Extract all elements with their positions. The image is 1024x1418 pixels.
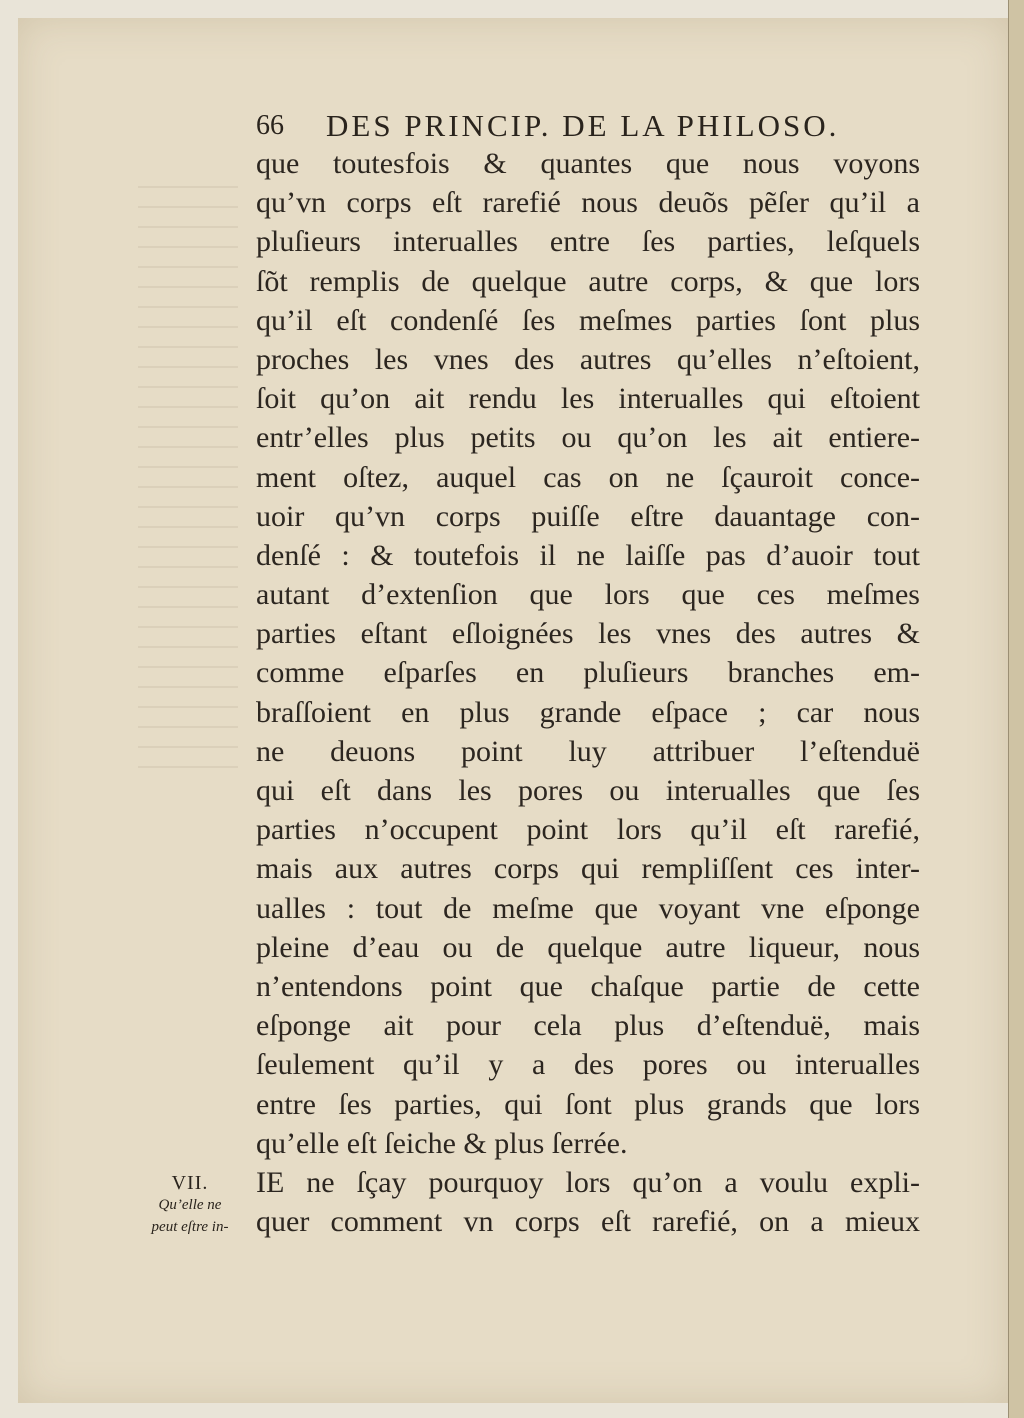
text-line: ſeulement qu’il y a des pores ou interualles bbox=[256, 1048, 920, 1082]
text-line: quer comment vn corps eſt rarefié, on a mieux bbox=[256, 1205, 920, 1239]
text-line: ſoit qu’on ait rendu les interualles qui eſtoient bbox=[256, 382, 920, 416]
text-line: entr’elles plus petits ou qu’on les ait entiere- bbox=[256, 421, 920, 455]
text-line: entre ſes parties, qui ſont plus grands que lors bbox=[256, 1087, 920, 1121]
text-line: braſſoient en plus grande eſpace ; car nous bbox=[256, 695, 920, 729]
text-line: parties n’occupent point lors qu’il eſt rarefié, bbox=[256, 813, 920, 847]
text-line: n’entendons point que chaſque partie de cette bbox=[256, 969, 920, 1003]
text-line: pluſieurs interualles entre ſes parties, leſquels bbox=[256, 225, 920, 259]
body-text bbox=[256, 144, 920, 1241]
text-line: autant d’extenſion que lors que ces meſmes bbox=[256, 578, 920, 612]
text-line: que toutesfois & quantes que nous voyons bbox=[256, 147, 920, 180]
running-head: DES PRINCIP. DE LA PHILOSO. bbox=[326, 108, 840, 143]
text-line: uoir qu’vn corps puiſſe eſtre dauantage con- bbox=[256, 499, 920, 533]
text-line: IE ne ſçay pourquoy lors qu’on a voulu expli- bbox=[256, 1165, 920, 1199]
margin-note-line: Qu’elle ne bbox=[158, 1197, 222, 1213]
text-line: ne deuons point luy attribuer l’eſtenduë bbox=[256, 734, 920, 768]
page-edge bbox=[1008, 0, 1024, 1418]
text-line: parties eſtant eſloignées les vnes des autres & bbox=[256, 617, 920, 651]
text-line: comme eſparſes en pluſieurs branches em- bbox=[256, 656, 920, 690]
text-line: qu’vn corps eſt rarefié nous deuõs pẽſer qu’il a bbox=[256, 186, 920, 220]
margin-note bbox=[128, 1172, 252, 1238]
text-line: mais aux autres corps qui rempliſſent ces inter- bbox=[256, 852, 920, 886]
text-line: denſé : & toutefois il ne laiſſe pas d’auoir tout bbox=[256, 538, 920, 572]
page-header bbox=[256, 108, 920, 148]
text-line: eſponge ait pour cela plus d’eſtenduë, mais bbox=[256, 1009, 920, 1043]
text-line: proches les vnes des autres qu’elles n’eſtoient, bbox=[256, 342, 920, 376]
text-line-paragraph-end: qu’elle eſt ſeiche & plus ſerrée. bbox=[256, 1126, 628, 1160]
text-line: pleine d’eau ou de quelque autre liqueur, nous bbox=[256, 930, 920, 964]
show-through-bleed bbox=[138, 168, 238, 768]
text-line: ualles : tout de meſme que voyant vne eſponge bbox=[256, 891, 920, 925]
text-line: qui eſt dans les pores ou interualles que ſes bbox=[256, 774, 920, 807]
text-line: qu’il eſt condenſé ſes meſmes parties ſont plus bbox=[256, 303, 920, 337]
text-line: ſõt remplis de quelque autre corps, & que lors bbox=[256, 264, 920, 298]
margin-note-number: VII. bbox=[171, 1172, 209, 1194]
margin-note-line: peut eſtre in- bbox=[151, 1219, 229, 1235]
page-number: 66 bbox=[256, 110, 284, 141]
text-line: ment oſtez, auquel cas on ne ſçauroit conce- bbox=[256, 460, 920, 494]
